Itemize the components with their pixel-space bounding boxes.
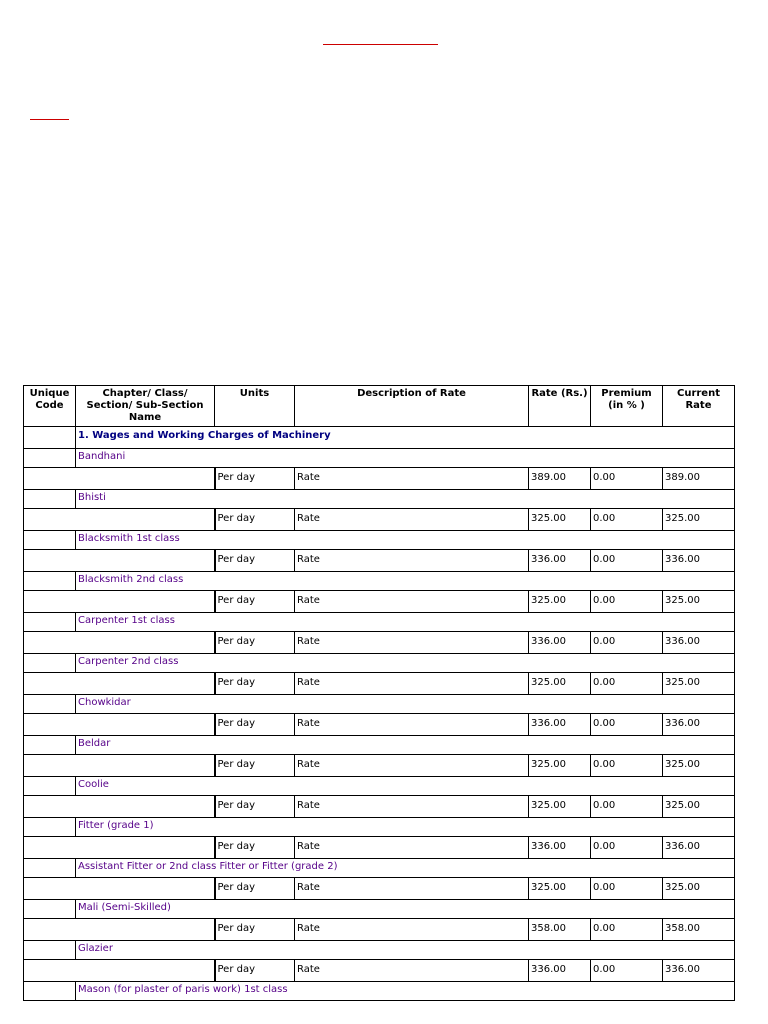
description-cell: Rate xyxy=(295,837,529,859)
premium-cell: 0.00 xyxy=(591,673,663,695)
code-cell xyxy=(24,427,76,449)
header-short-line xyxy=(30,119,69,120)
current-rate-cell: 325.00 xyxy=(663,755,735,777)
item-name[interactable]: Glazier xyxy=(76,941,735,960)
units-cell: Per day xyxy=(215,837,295,859)
item-row xyxy=(24,982,735,1001)
item-row xyxy=(24,449,735,468)
rate-code-cell xyxy=(24,919,215,941)
item-name[interactable]: Blacksmith 2nd class xyxy=(76,572,735,591)
premium-cell: 0.00 xyxy=(591,796,663,818)
current-rate-cell: 336.00 xyxy=(663,714,735,736)
units-cell: Per day xyxy=(215,878,295,900)
description-cell: Rate xyxy=(295,919,529,941)
current-rate-cell: 336.00 xyxy=(663,837,735,859)
code-cell xyxy=(24,490,76,509)
units-cell: Per day xyxy=(215,714,295,736)
description-cell: Rate xyxy=(295,878,529,900)
code-cell xyxy=(24,531,76,550)
chapter-row xyxy=(24,427,735,449)
table-header-row xyxy=(24,386,735,427)
rate-cell: 336.00 xyxy=(529,837,591,859)
item-name[interactable]: Carpenter 1st class xyxy=(76,613,735,632)
rate-cell: 358.00 xyxy=(529,919,591,941)
item-name[interactable]: Mali (Semi-Skilled) xyxy=(76,900,735,919)
item-row xyxy=(24,490,735,509)
units-cell: Per day xyxy=(215,755,295,777)
rate-row xyxy=(24,714,735,736)
rate-code-cell xyxy=(24,796,215,818)
col-header-current-rate: Current Rate xyxy=(663,386,735,427)
rate-row xyxy=(24,509,735,531)
premium-cell: 0.00 xyxy=(591,550,663,572)
col-header-chapter-name: Chapter/ Class/ Section/ Sub-Section Name xyxy=(76,386,215,427)
description-cell: Rate xyxy=(295,550,529,572)
current-rate-cell: 325.00 xyxy=(663,673,735,695)
current-rate-cell: 336.00 xyxy=(663,550,735,572)
col-header-description: Description of Rate xyxy=(295,386,529,427)
rate-row xyxy=(24,550,735,572)
units-cell: Per day xyxy=(215,796,295,818)
item-name[interactable]: Carpenter 2nd class xyxy=(76,654,735,673)
current-rate-cell: 325.00 xyxy=(663,509,735,531)
premium-cell: 0.00 xyxy=(591,960,663,982)
rate-row xyxy=(24,796,735,818)
premium-cell: 0.00 xyxy=(591,755,663,777)
rate-cell: 325.00 xyxy=(529,673,591,695)
item-row xyxy=(24,818,735,837)
rate-cell: 389.00 xyxy=(529,468,591,490)
code-cell xyxy=(24,654,76,673)
code-cell xyxy=(24,449,76,468)
col-header-rate: Rate (Rs.) xyxy=(529,386,591,427)
description-cell: Rate xyxy=(295,468,529,490)
current-rate-cell: 325.00 xyxy=(663,796,735,818)
premium-cell: 0.00 xyxy=(591,919,663,941)
description-cell: Rate xyxy=(295,796,529,818)
col-header-unique-code: Unique Code xyxy=(24,386,76,427)
units-cell: Per day xyxy=(215,919,295,941)
code-cell xyxy=(24,613,76,632)
rate-cell: 325.00 xyxy=(529,755,591,777)
rate-row xyxy=(24,960,735,982)
premium-cell: 0.00 xyxy=(591,837,663,859)
rate-row xyxy=(24,837,735,859)
code-cell xyxy=(24,572,76,591)
code-cell xyxy=(24,777,76,796)
header-divider-line xyxy=(323,44,438,45)
item-row xyxy=(24,695,735,714)
rate-code-cell xyxy=(24,468,215,490)
rate-cell: 336.00 xyxy=(529,960,591,982)
premium-cell: 0.00 xyxy=(591,591,663,613)
col-header-units: Units xyxy=(215,386,295,427)
current-rate-cell: 336.00 xyxy=(663,960,735,982)
units-cell: Per day xyxy=(215,673,295,695)
item-row xyxy=(24,572,735,591)
item-row xyxy=(24,900,735,919)
rate-row xyxy=(24,468,735,490)
rate-cell: 325.00 xyxy=(529,796,591,818)
units-cell: Per day xyxy=(215,550,295,572)
current-rate-cell: 389.00 xyxy=(663,468,735,490)
rate-cell: 325.00 xyxy=(529,509,591,531)
rate-cell: 336.00 xyxy=(529,714,591,736)
description-cell: Rate xyxy=(295,632,529,654)
current-rate-cell: 336.00 xyxy=(663,632,735,654)
rate-row xyxy=(24,673,735,695)
item-name[interactable]: Chowkidar xyxy=(76,695,735,714)
code-cell xyxy=(24,818,76,837)
code-cell xyxy=(24,695,76,714)
rate-code-cell xyxy=(24,878,215,900)
col-header-premium: Premium (in % ) xyxy=(591,386,663,427)
rate-cell: 336.00 xyxy=(529,550,591,572)
rate-row xyxy=(24,919,735,941)
rates-table xyxy=(23,385,735,1001)
rate-code-cell xyxy=(24,714,215,736)
current-rate-cell: 358.00 xyxy=(663,919,735,941)
rate-code-cell xyxy=(24,632,215,654)
rate-code-cell xyxy=(24,673,215,695)
current-rate-cell: 325.00 xyxy=(663,878,735,900)
item-name[interactable]: Assistant Fitter or 2nd class Fitter or Fitter (grade 2) xyxy=(76,859,735,878)
premium-cell: 0.00 xyxy=(591,632,663,654)
description-cell: Rate xyxy=(295,591,529,613)
rate-cell: 336.00 xyxy=(529,632,591,654)
item-name[interactable]: Bandhani xyxy=(76,449,735,468)
rate-code-cell xyxy=(24,755,215,777)
premium-cell: 0.00 xyxy=(591,509,663,531)
rate-code-cell xyxy=(24,960,215,982)
item-row xyxy=(24,613,735,632)
description-cell: Rate xyxy=(295,714,529,736)
code-cell xyxy=(24,982,76,1001)
code-cell xyxy=(24,900,76,919)
code-cell xyxy=(24,736,76,755)
rate-code-cell xyxy=(24,550,215,572)
current-rate-cell: 325.00 xyxy=(663,591,735,613)
rate-cell: 325.00 xyxy=(529,878,591,900)
item-name[interactable]: Fitter (grade 1) xyxy=(76,818,735,837)
item-row xyxy=(24,941,735,960)
rate-row xyxy=(24,632,735,654)
item-name[interactable]: Bhisti xyxy=(76,490,735,509)
chapter-title[interactable]: 1. Wages and Working Charges of Machinery xyxy=(76,427,735,449)
item-name[interactable]: Beldar xyxy=(76,736,735,755)
premium-cell: 0.00 xyxy=(591,714,663,736)
premium-cell: 0.00 xyxy=(591,878,663,900)
item-name[interactable]: Coolie xyxy=(76,777,735,796)
item-row xyxy=(24,736,735,755)
item-row xyxy=(24,531,735,550)
rate-code-cell xyxy=(24,591,215,613)
units-cell: Per day xyxy=(215,468,295,490)
description-cell: Rate xyxy=(295,960,529,982)
item-name[interactable]: Mason (for plaster of paris work) 1st class xyxy=(76,982,735,1001)
description-cell: Rate xyxy=(295,673,529,695)
units-cell: Per day xyxy=(215,591,295,613)
units-cell: Per day xyxy=(215,509,295,531)
units-cell: Per day xyxy=(215,960,295,982)
item-row xyxy=(24,654,735,673)
units-cell: Per day xyxy=(215,632,295,654)
rate-row xyxy=(24,591,735,613)
item-name[interactable]: Blacksmith 1st class xyxy=(76,531,735,550)
rate-cell: 325.00 xyxy=(529,591,591,613)
premium-cell: 0.00 xyxy=(591,468,663,490)
rate-code-cell xyxy=(24,837,215,859)
code-cell xyxy=(24,941,76,960)
code-cell xyxy=(24,859,76,878)
item-row xyxy=(24,859,735,878)
rate-row xyxy=(24,878,735,900)
description-cell: Rate xyxy=(295,755,529,777)
table-body xyxy=(24,427,735,1001)
rate-code-cell xyxy=(24,509,215,531)
item-row xyxy=(24,777,735,796)
description-cell: Rate xyxy=(295,509,529,531)
rate-row xyxy=(24,755,735,777)
